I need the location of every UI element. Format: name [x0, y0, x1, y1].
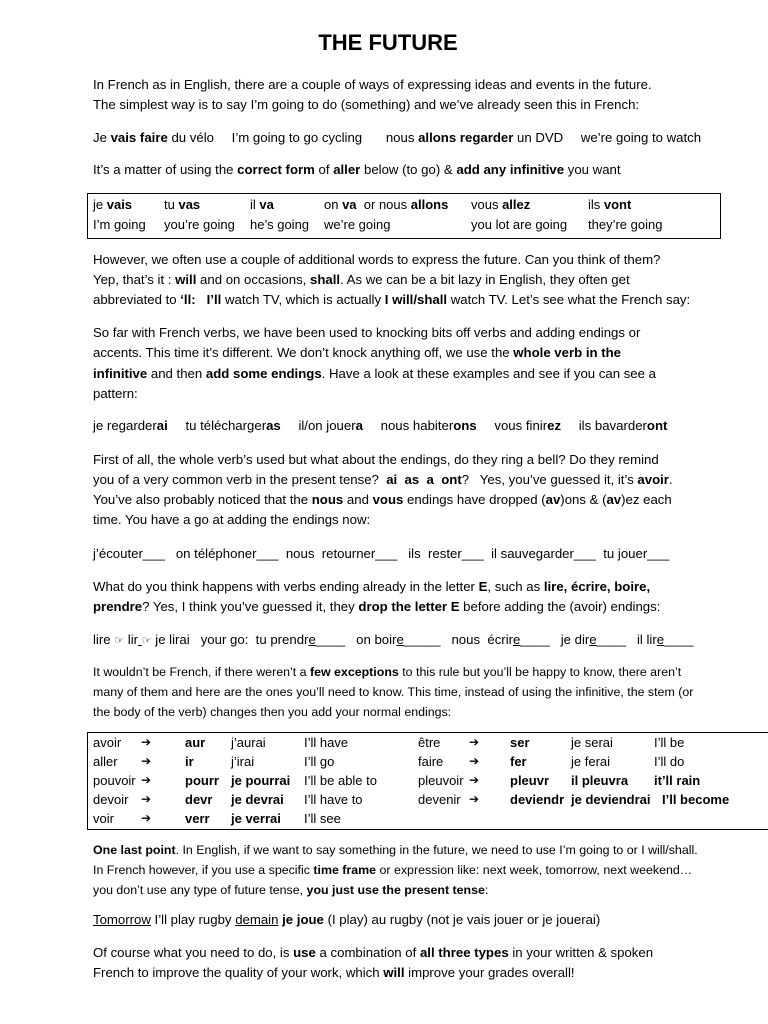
irregular-verb: devenir	[418, 792, 461, 807]
aller-rule: It’s a matter of using the correct form of aller below (to go) & add any infinitive you want	[93, 162, 621, 177]
irregular-stem: aur	[185, 735, 206, 750]
additional-line-2: Yep, that’s it : will and on occasions, shall. As we can be a bit lazy in English, they often get	[93, 272, 630, 287]
irregular-translation: I’ll go	[304, 754, 335, 769]
arrow-right-icon: ➔	[141, 773, 152, 787]
sofar-line-1: So far with French verbs, we have been used to knocking bits off verbs and adding endings or	[93, 325, 641, 340]
irregular-stem: ir	[185, 754, 194, 769]
irregular-translation: I’ll become	[662, 792, 730, 807]
irregular-stem: deviendr	[510, 792, 565, 807]
firstofall-line-2: you of a very common verb in the present tense? ai as a ont? Yes, you’ve guessed it, it’s avoir.	[93, 472, 673, 487]
firstofall-line-1: First of all, the whole verb’s used but what about the endings, do they ring a bell? Do they remind	[93, 452, 659, 467]
aller-en-il: he’s going	[250, 217, 310, 232]
aller-cell-il: il va	[250, 197, 274, 212]
aller-en-tu: you’re going	[164, 217, 235, 232]
pattern-example: je regarderai	[93, 418, 168, 433]
example-2-translation: we’re going to watch	[580, 130, 702, 145]
exercise-drop-e: lire ☞ lir ☞ je lirai your go: tu prendre____ on boire_____ nous écrire____ je dire____ il lire____	[93, 632, 694, 647]
arrow-right-icon: ➔	[141, 792, 152, 806]
pattern-example: tu téléchargeras	[185, 418, 281, 433]
lastpoint-line-3: you don’t use any type of future tense, you just use the present tense:	[93, 883, 489, 897]
intro-line-1: In French as in English, there are a couple of ways of expressing ideas and events in the future.	[93, 77, 652, 92]
irregular-translation: I’ll be able to	[304, 773, 377, 788]
aller-en-on: we’re going	[324, 217, 391, 232]
irregular-verb: aller	[93, 754, 118, 769]
additional-line-3: abbreviated to ‘ll: I’ll watch TV, which is actually I will/shall watch TV. Let’s see what the French say:	[93, 292, 691, 307]
irregular-translation: I’ll have	[304, 735, 349, 750]
irregular-example: je pourrai	[231, 773, 291, 788]
aller-cell-je: je vais	[93, 197, 133, 212]
aller-en-vous: you lot are going	[471, 217, 568, 232]
irregular-stem: pleuvr	[510, 773, 550, 788]
pattern-example: nous habiterons	[380, 418, 477, 433]
ending-e-line-2: prendre? Yes, I think you’ve guessed it, they drop the letter E before adding the (avoir) endings:	[93, 599, 661, 614]
aller-cell-tu: tu vas	[164, 197, 201, 212]
irregular-translation: I’ll do	[654, 754, 685, 769]
irregular-example: je deviendrai	[571, 792, 651, 807]
arrow-right-icon: ➔	[141, 735, 152, 749]
pattern-example: il/on jouera	[298, 418, 363, 433]
irregular-verb: pleuvoir	[418, 773, 464, 788]
sofar-line-3: infinitive and then add some endings. Have a look at these examples and see if you can see a	[93, 366, 656, 381]
arrow-right-icon: ➔	[469, 792, 480, 806]
pattern-example: vous finirez	[494, 418, 562, 433]
irregular-translation: I’ll be	[654, 735, 685, 750]
irregular-stems-table	[87, 732, 768, 830]
irregular-verb: être	[418, 735, 441, 750]
firstofall-line-4: time. You have a go at adding the endings now:	[93, 512, 371, 527]
irregular-verb: faire	[418, 754, 444, 769]
aller-table	[87, 193, 721, 239]
irregular-example: j’aurai	[231, 735, 266, 750]
page-title: THE FUTURE	[318, 30, 458, 55]
irregular-stem: pourr	[185, 773, 219, 788]
aller-en-je: I’m going	[93, 217, 146, 232]
arrow-right-icon: ➔	[469, 735, 480, 749]
pattern-example: ils bavarderont	[578, 418, 668, 433]
irregular-example: j’irai	[231, 754, 255, 769]
irregular-verb: pouvoir	[93, 773, 136, 788]
lastpoint-line-2: In French however, if you use a specific time frame or expression like: next week, tomorrow, next weekend…	[93, 863, 693, 877]
irregular-example: je verrai	[231, 811, 281, 826]
irregular-translation: I’ll have to	[304, 792, 363, 807]
irregular-verb: voir	[93, 811, 114, 826]
pointing-hand-icon: ☞	[141, 634, 152, 647]
aller-cell-vous: vous allez	[471, 197, 531, 212]
sofar-line-2: accents. This time it’s different. We don’t knock anything off, we use the whole verb in the	[93, 345, 621, 360]
irregular-example: je ferai	[571, 754, 611, 769]
aller-cell-ils: ils vont	[588, 197, 632, 212]
example-line	[93, 128, 733, 148]
irregular-stem: devr	[185, 792, 213, 807]
aller-en-ils: they’re going	[588, 217, 663, 232]
aller-cell-on: on va or nous allons	[324, 197, 449, 212]
irregular-verb: devoir	[93, 792, 129, 807]
arrow-right-icon: ➔	[469, 773, 480, 787]
conclusion-line-2: French to improve the quality of your work, which will improve your grades overall!	[93, 965, 575, 980]
irregular-example: il pleuvra	[571, 773, 629, 788]
irregular-example: je serai	[571, 735, 613, 750]
arrow-right-icon: ➔	[141, 754, 152, 768]
irregular-stem: ser	[510, 735, 530, 750]
exercise-endings: j’écouter___ on téléphoner___ nous retourner___ ils rester___ il sauvegarder___ tu jouer___	[93, 546, 670, 561]
arrow-right-icon: ➔	[469, 754, 480, 768]
irregular-stem: verr	[185, 811, 210, 826]
irregular-example: je devrai	[231, 792, 284, 807]
example-1: Je vais faire du vélo	[93, 130, 214, 145]
example-2: nous allons regarder un DVD	[385, 130, 564, 145]
exceptions-line-3: the body of the verb) changes then you add your normal endings:	[93, 705, 452, 719]
irregular-stem: fer	[510, 754, 527, 769]
exceptions-line-1: It wouldn’t be French, if there weren’t a few exceptions to this rule but you’ll be happy to know, there aren’t	[93, 665, 682, 679]
firstofall-line-3: You’ve also probably noticed that the nous and vous endings have dropped (av)ons & (av)ez each	[93, 492, 672, 507]
conclusion-line-1: Of course what you need to do, is use a combination of all three types in your written & spoken	[93, 945, 654, 960]
tomorrow-example: Tomorrow I’ll play rugby demain je joue (I play) au rugby (not je vais jouer or je jouerai)	[93, 912, 601, 927]
example-1-translation: I’m going to go cycling	[231, 130, 363, 145]
ending-e-line-1: What do you think happens with verbs ending already in the letter E, such as lire, écrire, boire,	[93, 579, 651, 594]
arrow-right-icon: ➔	[141, 811, 152, 825]
pointing-hand-icon: ☞	[114, 634, 125, 647]
irregular-verb: avoir	[93, 735, 122, 750]
irregular-translation: I’ll see	[304, 811, 341, 826]
sofar-line-4: pattern:	[93, 386, 138, 401]
intro-line-2: The simplest way is to say I’m going to do (something) and we’ve already seen this in French:	[93, 97, 640, 112]
pattern-examples	[93, 416, 733, 436]
additional-line-1: However, we often use a couple of additional words to express the future. Can you think of them?	[93, 252, 661, 267]
exceptions-line-2: many of them and here are the ones you’ll need to know. This time, instead of using the infinitive, the stem (or	[93, 685, 694, 699]
irregular-translation: it’ll rain	[654, 773, 701, 788]
lastpoint-line-1: One last point. In English, if we want to say something in the future, we need to use I’m going to or I will/shall.	[93, 843, 698, 857]
